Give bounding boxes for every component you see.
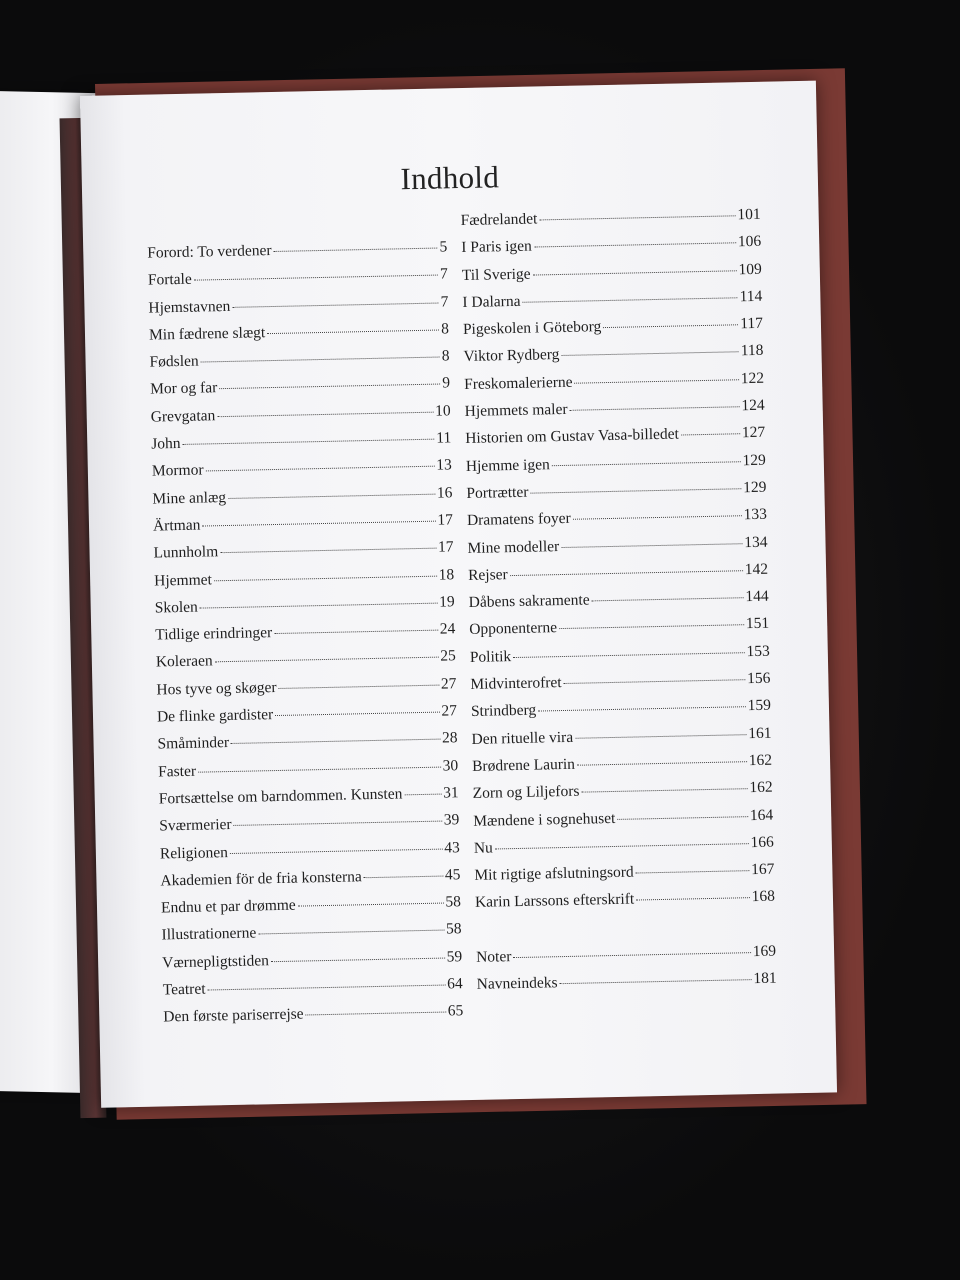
toc-entry-title: Viktor Rydberg xyxy=(463,346,560,366)
toc-entry-page: 65 xyxy=(447,1002,464,1020)
dot-leader xyxy=(258,930,444,935)
dot-leader xyxy=(561,543,742,548)
dot-leader xyxy=(231,739,440,744)
toc-entry-title: Navneindeks xyxy=(476,974,558,994)
toc-entry-title: Politik xyxy=(469,647,512,666)
toc-entry-title: Endnu et par drømme xyxy=(160,896,296,917)
toc-entry-page: 19 xyxy=(438,593,455,611)
toc-entry-title: Rejser xyxy=(467,566,508,584)
toc-entry-page: 134 xyxy=(744,533,768,551)
toc-entry-title: Akademien för de fria konsterna xyxy=(160,868,363,890)
toc-entry-title: Hos tyve og skøger xyxy=(156,678,277,699)
toc-entry-page: 142 xyxy=(744,560,769,579)
toc-entry-title: Hjemme igen xyxy=(465,455,550,475)
dot-leader xyxy=(183,439,435,445)
toc-entry-page: 151 xyxy=(745,615,770,633)
dot-leader xyxy=(533,270,737,275)
toc-entry-title: De flinke gardister xyxy=(156,706,274,726)
dot-leader xyxy=(201,357,440,363)
toc-entry-page: 8 xyxy=(441,320,450,338)
toc-entry-title: Fortale xyxy=(147,270,192,289)
toc-entry-page: 118 xyxy=(740,342,764,360)
dot-leader xyxy=(577,761,747,766)
dot-leader xyxy=(513,952,750,958)
dot-leader xyxy=(208,985,446,991)
toc-entry-page: 30 xyxy=(442,756,459,775)
toc-entry-page: 39 xyxy=(443,811,460,829)
dot-leader xyxy=(513,652,744,658)
toc-entry-title: I Dalarna xyxy=(462,292,521,311)
dot-leader xyxy=(636,870,749,873)
toc-entry-title: Opponenterne xyxy=(469,619,558,639)
toc-entry-title: Historien om Gustav Vasa-billedet xyxy=(465,425,680,448)
toc-entry-title: Hjemstavnen xyxy=(148,297,231,317)
toc-entry-page: 153 xyxy=(746,642,770,660)
toc-entry-title: Grevgatan xyxy=(150,407,216,426)
dot-leader xyxy=(232,302,438,307)
dot-leader xyxy=(217,411,433,417)
toc-entry-page: 127 xyxy=(741,424,766,442)
dot-leader xyxy=(364,875,443,878)
toc-entry-page: 17 xyxy=(437,511,454,529)
toc-entry-page: 58 xyxy=(445,893,462,911)
toc-entry-title: Pigeskolen i Göteborg xyxy=(462,318,602,339)
toc-entry-title: Midvinterofret xyxy=(470,674,562,693)
toc-entry-page: 162 xyxy=(749,778,773,797)
toc-entry-title: Mine anlæg xyxy=(152,488,227,508)
toc-entry-page: 64 xyxy=(446,975,463,993)
dot-leader xyxy=(570,406,740,411)
toc-entry-title: Værnepligtstiden xyxy=(161,951,270,972)
toc-entry-page: 8 xyxy=(441,347,450,365)
toc-entry-page: 24 xyxy=(439,620,456,638)
dot-leader xyxy=(603,324,738,328)
dot-leader xyxy=(534,243,736,248)
toc-entry-page: 133 xyxy=(743,505,768,524)
toc-entry-page: 27 xyxy=(440,674,457,693)
toc-entry-title: Min fædrene slægt xyxy=(148,324,266,344)
dot-leader xyxy=(194,275,438,281)
toc-entry-title: Dåbens sakramente xyxy=(468,591,590,612)
toc-entry-title: Illustrationerne xyxy=(161,924,257,944)
toc-right-column xyxy=(461,206,778,1004)
toc-entry-page: 162 xyxy=(748,751,773,770)
toc-entry-page: 58 xyxy=(445,920,462,938)
toc-entry-title: Tidlige erindringer xyxy=(155,624,273,644)
dot-leader xyxy=(206,466,435,472)
toc-entry-title: Nu xyxy=(473,839,493,857)
toc-entry-title: Ärtman xyxy=(152,516,201,535)
dot-leader xyxy=(215,657,439,663)
toc-entry-page: 101 xyxy=(737,205,761,224)
toc-entry-page: 122 xyxy=(740,369,765,388)
dot-leader xyxy=(575,379,739,383)
toc-entry-page: 106 xyxy=(737,233,762,251)
toc-entry-page: 114 xyxy=(739,287,763,306)
toc-entry-page: 144 xyxy=(745,587,769,606)
dot-leader xyxy=(228,493,435,498)
toc-entry-title: Strindberg xyxy=(470,701,537,721)
toc-entry-title: Hjemmets maler xyxy=(464,400,568,421)
toc-entry-title: Religionen xyxy=(159,843,229,863)
toc-entry-title: Forord: To verdener xyxy=(147,242,272,262)
toc-entry-title: Mor og far xyxy=(149,379,218,399)
toc-entry-title: Portrætter xyxy=(466,483,529,502)
dot-leader xyxy=(267,329,439,334)
dot-leader xyxy=(636,898,749,901)
dot-leader xyxy=(495,843,749,849)
toc-entry-page: 17 xyxy=(437,538,454,556)
dot-leader xyxy=(681,434,740,436)
toc-entry-title: Faster xyxy=(157,762,197,781)
toc-entry-page: 18 xyxy=(438,565,455,584)
dot-leader xyxy=(230,848,442,853)
toc-entry-title: Mormor xyxy=(151,461,204,480)
toc-entry-page: 156 xyxy=(746,669,771,688)
dot-leader xyxy=(214,575,437,581)
dot-leader xyxy=(279,684,439,688)
toc-entry-page: 166 xyxy=(750,833,774,851)
toc-entry-title: Freskomalerierne xyxy=(463,373,573,393)
dot-leader xyxy=(306,1012,446,1016)
page-title: Indhold xyxy=(400,159,500,197)
dot-leader xyxy=(202,521,435,527)
toc-entry-page: 43 xyxy=(444,838,460,857)
toc-entry-title: Skolen xyxy=(154,598,198,617)
toc-entry-title: Fortsættelse om barndommen. Kunsten xyxy=(158,785,403,808)
toc-entry-title: Koleraen xyxy=(155,652,213,671)
toc-entry-page: 124 xyxy=(741,396,765,415)
dot-leader xyxy=(298,903,444,907)
toc-entry-page: 109 xyxy=(738,260,762,278)
toc-entry-page: 28 xyxy=(441,729,458,747)
dot-leader xyxy=(274,248,438,252)
toc-entry-page: 7 xyxy=(440,292,449,311)
toc-entry-title: Til Sverige xyxy=(461,265,531,284)
toc-entry-title: I Paris igen xyxy=(461,237,533,257)
dot-leader xyxy=(617,816,748,820)
toc-entry-title: Mændene i sognehuset xyxy=(473,809,616,830)
dot-leader xyxy=(220,548,436,554)
toc-entry-title: Småminder xyxy=(157,734,230,753)
toc-entry xyxy=(163,1002,464,1036)
toc-entry-title: Mit rigtige afslutningsord xyxy=(474,863,634,885)
toc-entry-title: Fædrelandet xyxy=(460,210,538,230)
toc-entry-title: Den første pariserrejse xyxy=(163,1005,304,1026)
toc-entry-title: Sværmerier xyxy=(159,816,232,835)
toc-entry-page: 31 xyxy=(442,784,459,802)
dot-leader xyxy=(575,734,746,739)
dot-leader xyxy=(198,766,441,772)
toc-entry-page: 117 xyxy=(740,314,764,333)
dot-leader xyxy=(522,297,737,303)
toc-entry-title: Mine modeller xyxy=(467,537,560,557)
toc-entry-page: 164 xyxy=(749,806,774,824)
toc-entry-title: Karin Larssons efterskrift xyxy=(474,890,635,912)
dot-leader xyxy=(592,597,744,601)
toc-entry-title: Den rituelle vira xyxy=(471,728,574,748)
contents-page xyxy=(80,81,837,1108)
dot-leader xyxy=(581,788,747,792)
toc-entry-page: 9 xyxy=(442,374,451,392)
dot-leader xyxy=(404,794,441,796)
toc-entry-title: Zorn og Liljefors xyxy=(472,782,580,803)
toc-entry-page: 11 xyxy=(436,429,452,447)
toc-entry-title: Hjemmet xyxy=(153,570,213,590)
dot-leader xyxy=(234,821,442,826)
toc-entry-page: 5 xyxy=(439,238,448,256)
toc-entry-page: 181 xyxy=(753,969,777,988)
toc-entry-page: 7 xyxy=(439,265,448,283)
dot-leader xyxy=(200,602,437,608)
toc-entry-page: 168 xyxy=(751,888,776,906)
dot-leader xyxy=(559,625,744,630)
dot-leader xyxy=(510,570,743,576)
toc-entry-title: Teatret xyxy=(162,980,206,999)
toc-entry-page: 10 xyxy=(434,402,451,420)
toc-entry-title: Noter xyxy=(475,948,512,966)
toc-entry-page: 27 xyxy=(441,702,458,720)
toc-entry-page: 16 xyxy=(436,483,453,502)
toc-entry-title: Brødrene Laurin xyxy=(471,755,576,775)
dot-leader xyxy=(564,679,745,684)
dot-leader xyxy=(573,516,742,521)
toc-entry xyxy=(477,970,778,1004)
dot-leader xyxy=(271,957,445,962)
toc-entry-page: 161 xyxy=(748,724,772,742)
dot-leader xyxy=(539,215,735,220)
toc-entry-page: 59 xyxy=(446,947,463,966)
toc-entry-page: 129 xyxy=(742,451,766,469)
dot-leader xyxy=(538,707,746,712)
dot-leader xyxy=(219,384,440,390)
toc-entry-page: 167 xyxy=(750,860,775,879)
dot-leader xyxy=(275,712,439,716)
toc-entry-title: Lunnholm xyxy=(153,543,219,562)
toc-entry-page: 159 xyxy=(747,697,772,715)
toc-entry-title: Fødslen xyxy=(149,352,199,371)
dot-leader xyxy=(274,630,438,634)
dot-leader xyxy=(530,488,741,493)
toc-entry-title: John xyxy=(151,435,181,453)
toc-left-column xyxy=(147,238,464,1036)
toc-entry-page: 25 xyxy=(440,647,456,666)
toc-entry-page: 129 xyxy=(742,478,767,497)
toc-entry-title: Dramatens foyer xyxy=(466,510,571,530)
dot-leader xyxy=(560,979,752,984)
toc-entry-page: 169 xyxy=(752,942,777,961)
toc-entry-page: 13 xyxy=(436,456,452,474)
dot-leader xyxy=(561,352,738,357)
toc-entry-page: 45 xyxy=(444,866,461,884)
dot-leader xyxy=(552,461,741,466)
